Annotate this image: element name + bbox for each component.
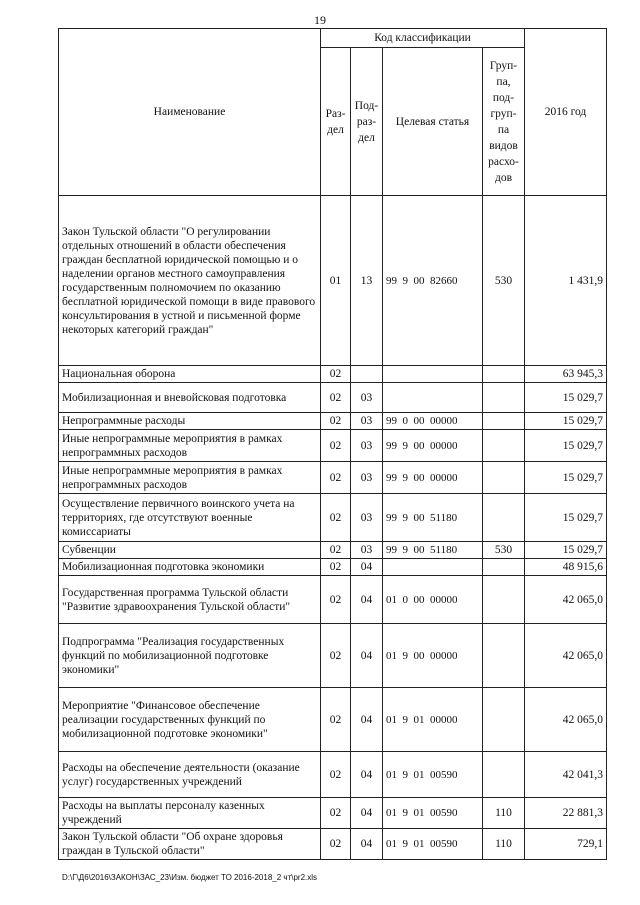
row-name: Подпрограмма "Реализация государственных функций по мобилизационной подготовке экономики" (59, 624, 321, 688)
row-expense-group (483, 576, 525, 624)
table-row (59, 462, 607, 494)
row-name: Государственная программа Тульской области "Развитие здравоохранения Тульской области" (59, 576, 321, 624)
row-target-article: 01 0 00 00000 (383, 576, 483, 624)
row-razdel: 01 (321, 196, 351, 366)
row-target-article: 99 9 00 51180 (383, 494, 483, 542)
row-podrazdel: 04 (351, 624, 383, 688)
row-target-article (383, 366, 483, 383)
row-podrazdel (351, 366, 383, 383)
table-row (59, 798, 607, 829)
row-amount: 22 881,3 (525, 798, 607, 829)
row-podrazdel: 03 (351, 383, 383, 413)
page-number: 19 (314, 13, 326, 27)
row-name: Непрограммные расходы (59, 413, 321, 430)
row-name: Закон Тульской области "О регулировании отдельных отношений в области обеспечения граждан бесплатной юридической помощью и о наделении органов местного самоуправления государственным полномочием по оказанию бесплатной юридической помощи в виде правового консультирования в устной и письменной форме некоторых категорий граждан" (59, 196, 321, 366)
row-expense-group (483, 462, 525, 494)
row-target-article: 99 9 00 51180 (383, 542, 483, 559)
row-razdel: 02 (321, 494, 351, 542)
row-podrazdel: 03 (351, 430, 383, 462)
row-razdel: 02 (321, 462, 351, 494)
row-podrazdel: 04 (351, 752, 383, 798)
row-amount: 15 029,7 (525, 430, 607, 462)
row-podrazdel: 04 (351, 559, 383, 576)
row-podrazdel: 03 (351, 542, 383, 559)
row-podrazdel: 03 (351, 462, 383, 494)
row-name: Расходы на выплаты персоналу казенных учреждений (59, 798, 321, 829)
row-expense-group: 530 (483, 542, 525, 559)
row-expense-group (483, 624, 525, 688)
header-podrazdel: Под- раз- дел (351, 48, 383, 196)
row-podrazdel: 03 (351, 413, 383, 430)
table-row (59, 383, 607, 413)
row-expense-group (483, 430, 525, 462)
table-row (59, 752, 607, 798)
row-name: Иные непрограммные мероприятия в рамках непрограммных расходов (59, 430, 321, 462)
header-row-top (59, 29, 607, 48)
row-expense-group: 530 (483, 196, 525, 366)
row-podrazdel: 04 (351, 829, 383, 860)
row-target-article: 99 9 00 82660 (383, 196, 483, 366)
row-amount: 48 915,6 (525, 559, 607, 576)
row-expense-group (483, 383, 525, 413)
row-amount: 42 065,0 (525, 576, 607, 624)
row-amount: 15 029,7 (525, 462, 607, 494)
row-expense-group (483, 413, 525, 430)
row-razdel: 02 (321, 383, 351, 413)
row-expense-group (483, 366, 525, 383)
row-podrazdel: 04 (351, 576, 383, 624)
table-row (59, 624, 607, 688)
header-target: Целевая статья (383, 48, 483, 196)
row-target-article: 99 0 00 00000 (383, 413, 483, 430)
row-razdel: 02 (321, 688, 351, 752)
row-name: Иные непрограммные мероприятия в рамках непрограммных расходов (59, 462, 321, 494)
row-name: Расходы на обеспечение деятельности (оказание услуг) государственных учреждений (59, 752, 321, 798)
row-name: Осуществление первичного воинского учета на территориях, где отсутствуют военные комиссариаты (59, 494, 321, 542)
table-body (59, 196, 607, 860)
row-target-article (383, 559, 483, 576)
row-name: Национальная оборона (59, 366, 321, 383)
row-expense-group: 110 (483, 798, 525, 829)
row-amount: 729,1 (525, 829, 607, 860)
table-row (59, 829, 607, 860)
file-path-footer: D:\Г\Д6\2016\ЗАКОН\ЗАС_23\Изм. бюджет ТО 2016-2018_2 чт\pr2.xls (62, 873, 318, 882)
row-amount: 42 065,0 (525, 688, 607, 752)
budget-table (58, 28, 607, 860)
row-podrazdel: 13 (351, 196, 383, 366)
table-row (59, 688, 607, 752)
row-amount: 1 431,9 (525, 196, 607, 366)
row-podrazdel: 03 (351, 494, 383, 542)
row-target-article: 01 9 01 00590 (383, 752, 483, 798)
row-expense-group (483, 688, 525, 752)
row-name: Мобилизационная и вневойсковая подготовка (59, 383, 321, 413)
row-amount: 15 029,7 (525, 413, 607, 430)
row-expense-group (483, 559, 525, 576)
row-name: Закон Тульской области "Об охране здоровья граждан в Тульской области" (59, 829, 321, 860)
row-name: Субвенции (59, 542, 321, 559)
row-amount: 42 065,0 (525, 624, 607, 688)
row-razdel: 02 (321, 829, 351, 860)
header-code-group: Код классификации (321, 29, 525, 48)
table-row (59, 196, 607, 366)
row-razdel: 02 (321, 576, 351, 624)
table-row (59, 413, 607, 430)
row-target-article: 01 9 00 00000 (383, 624, 483, 688)
row-razdel: 02 (321, 624, 351, 688)
row-podrazdel: 04 (351, 688, 383, 752)
row-expense-group (483, 752, 525, 798)
table-row (59, 430, 607, 462)
row-razdel: 02 (321, 752, 351, 798)
row-target-article: 01 9 01 00000 (383, 688, 483, 752)
row-name: Мероприятие "Финансовое обеспечение реализации государственных функций по мобилизационной подготовке экономики" (59, 688, 321, 752)
row-target-article: 99 9 00 00000 (383, 462, 483, 494)
row-expense-group: 110 (483, 829, 525, 860)
row-expense-group (483, 494, 525, 542)
row-razdel: 02 (321, 559, 351, 576)
header-group: Груп- па, под- груп- па видов расхо- дов (483, 48, 525, 196)
row-name: Мобилизационная подготовка экономики (59, 559, 321, 576)
row-razdel: 02 (321, 798, 351, 829)
table-row (59, 366, 607, 383)
table-row (59, 542, 607, 559)
row-amount: 42 041,3 (525, 752, 607, 798)
row-podrazdel: 04 (351, 798, 383, 829)
header-razdel: Раз- дел (321, 48, 351, 196)
row-razdel: 02 (321, 413, 351, 430)
row-target-article (383, 383, 483, 413)
table-row (59, 494, 607, 542)
row-razdel: 02 (321, 430, 351, 462)
header-year: 2016 год (525, 29, 607, 196)
row-razdel: 02 (321, 542, 351, 559)
table-row (59, 559, 607, 576)
row-amount: 15 029,7 (525, 542, 607, 559)
row-amount: 15 029,7 (525, 494, 607, 542)
row-target-article: 01 9 01 00590 (383, 798, 483, 829)
row-target-article: 01 9 01 00590 (383, 829, 483, 860)
row-amount: 15 029,7 (525, 383, 607, 413)
row-razdel: 02 (321, 366, 351, 383)
row-target-article: 99 9 00 00000 (383, 430, 483, 462)
header-name: Наименование (59, 29, 321, 196)
table-row (59, 576, 607, 624)
row-amount: 63 945,3 (525, 366, 607, 383)
